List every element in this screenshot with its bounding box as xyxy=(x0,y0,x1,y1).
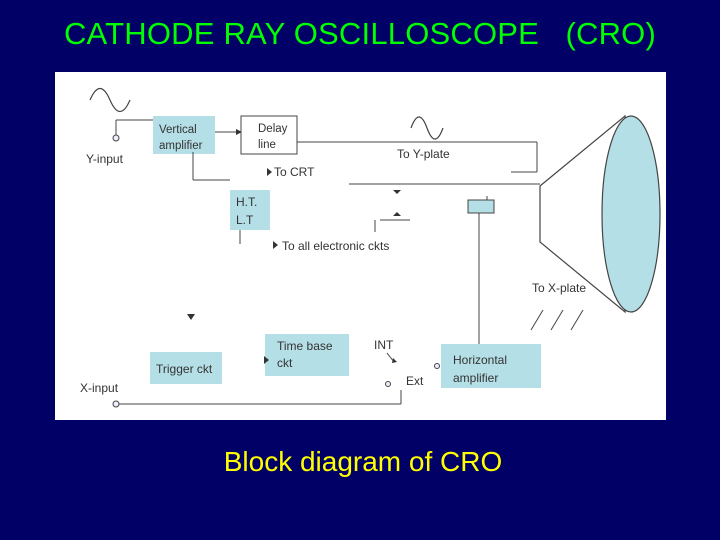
time-base-block xyxy=(265,334,349,376)
vertical-amplifier-block xyxy=(153,116,215,154)
horizontal-amplifier-label-line2: amplifier xyxy=(453,371,499,385)
trigger-circuit-block xyxy=(150,352,222,384)
delay-line-block xyxy=(241,116,297,154)
delay-line-label-line2: line xyxy=(258,139,276,151)
to-y-plate-label: To Y-plate xyxy=(397,147,450,161)
y-input-label: Y-input xyxy=(86,152,123,166)
power-supply-block xyxy=(230,190,270,230)
ext-terminal xyxy=(386,382,391,387)
crt-screen xyxy=(602,116,660,312)
time-base-label-line1: Time base xyxy=(277,339,333,353)
y-plate-waveform xyxy=(411,117,443,139)
ext-label: Ext xyxy=(406,374,424,388)
int-terminal xyxy=(435,364,440,369)
to-x-plate-label: To X-plate xyxy=(532,281,587,295)
x-plate xyxy=(468,200,494,213)
diagram-caption: Block diagram of CRO xyxy=(223,446,503,477)
slide-title: CATHODE RAY OSCILLOSCOPE (CRO) xyxy=(63,16,657,51)
to-all-circuits-label: To all electronic ckts xyxy=(282,239,390,253)
y-input-waveform xyxy=(90,89,130,112)
horizontal-amplifier-label-line1: Horizontal xyxy=(453,353,508,367)
x-plate-leads xyxy=(531,310,583,330)
diagram-canvas xyxy=(55,72,666,420)
time-base-label-line2: ckt xyxy=(277,356,293,370)
y-plates xyxy=(375,184,410,232)
y-input-terminal xyxy=(113,135,119,141)
x-input-label: X-input xyxy=(80,381,119,395)
delay-line-label-line1: Delay xyxy=(258,123,288,135)
power-supply-label-line1: H.T. xyxy=(236,195,258,209)
horizontal-amplifier-block xyxy=(441,344,541,388)
power-supply-label-line2: L.T xyxy=(236,213,254,227)
to-crt-label: To CRT xyxy=(274,165,315,179)
trigger-circuit-label: Trigger ckt xyxy=(156,362,213,376)
int-label: INT xyxy=(374,338,394,352)
vertical-amplifier-label-line1: Vertical xyxy=(159,124,197,136)
x-input-terminal xyxy=(113,401,119,407)
cro-block-diagram xyxy=(55,72,666,420)
vertical-amplifier-label-line2: amplifier xyxy=(159,140,203,152)
